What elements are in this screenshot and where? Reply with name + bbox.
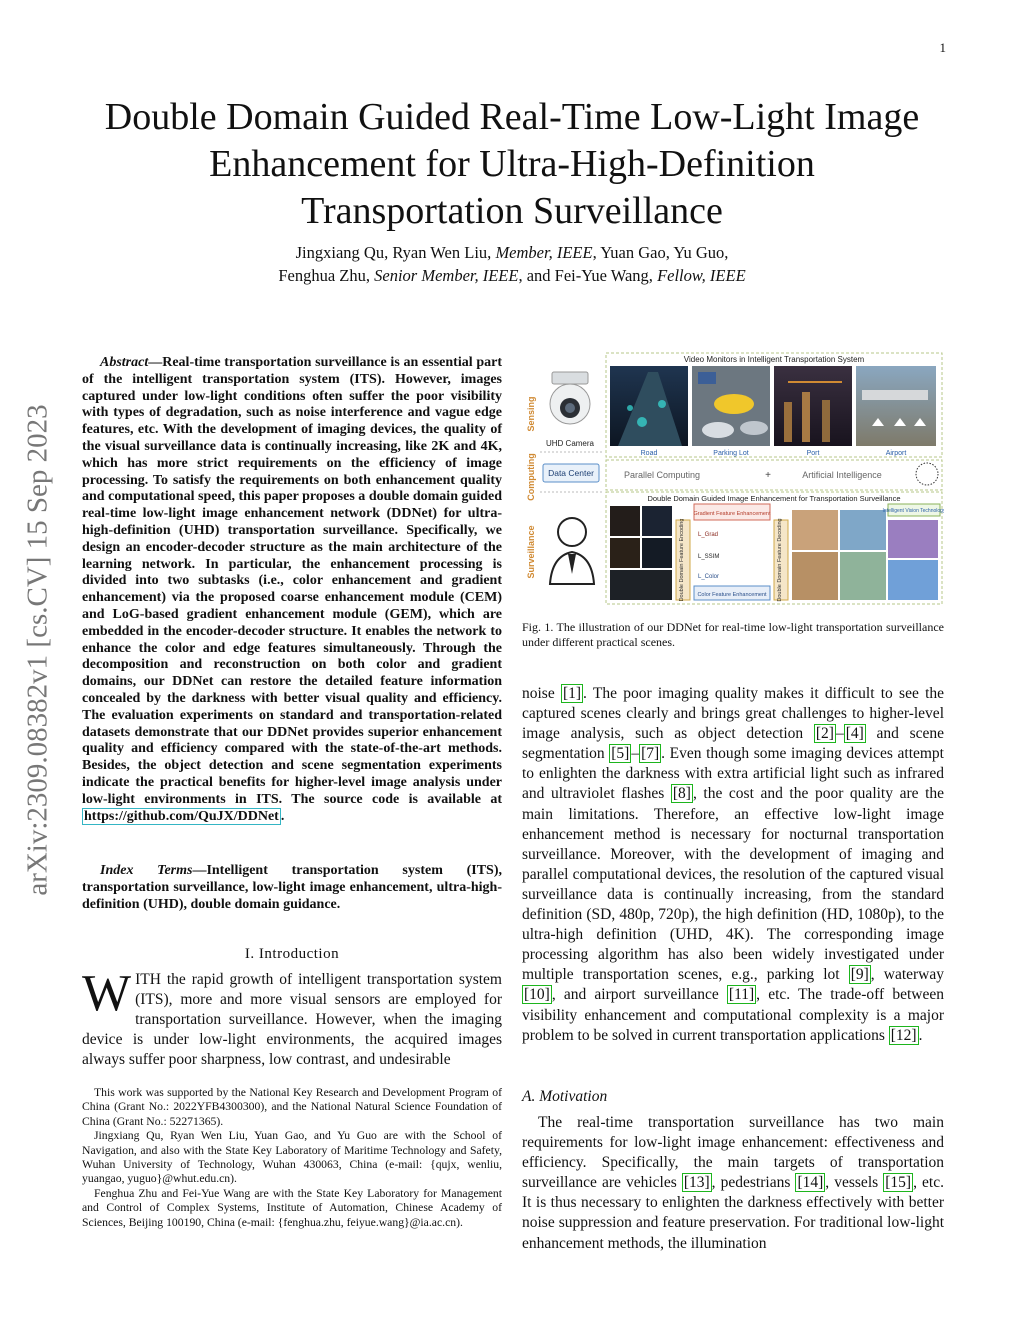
authors-role-senior: Senior Member, IEEE	[374, 266, 519, 285]
abstract-end: .	[280, 808, 285, 824]
p1-t2: . The poor imaging quality makes it difficult to see the captured scenes clearly and brings great challenges to higher-level image analysis, such as object detection	[522, 685, 944, 743]
authors-role-member: Member, IEEE	[495, 243, 593, 262]
ai-brain-icon	[916, 463, 938, 485]
enhanced-output-collage	[792, 510, 938, 600]
ref-13[interactable]: [13]	[683, 1174, 710, 1192]
ref-9[interactable]: [9]	[850, 966, 869, 984]
p1-t11: .	[918, 1026, 923, 1044]
p1-t3: –	[835, 725, 844, 743]
artificial-intelligence: Artificial Intelligence	[802, 470, 882, 480]
p1-t4: and scene segmentation	[522, 725, 944, 763]
uhd-camera-icon	[550, 372, 590, 424]
footnotes	[82, 1086, 502, 1230]
p1-t1: noise	[522, 685, 561, 702]
low-light-input-collage	[610, 506, 672, 600]
authors-line2-a: Fenghua Zhu,	[278, 266, 375, 285]
ddnet-title: Double Domain Guided Image Enhancement for Transportation Surveillance	[647, 494, 901, 503]
ref-1[interactable]: [1]	[562, 685, 582, 702]
author-list	[100, 241, 924, 287]
index-terms-text: —Intelligent transportation system (ITS), transportation surveillance, low-light image enhancement, ultra-high-definition (UHD), double domain guidance.	[82, 863, 502, 912]
dropcap: W	[82, 965, 132, 1022]
scene-label-parking: Parking Lot	[713, 450, 749, 457]
loss-color: L_Color	[698, 574, 720, 580]
figure-1	[522, 352, 944, 608]
abstract-label: Abstract	[100, 355, 149, 370]
m-t3: , vessels	[825, 1174, 884, 1192]
ref-15[interactable]: [15]	[885, 1174, 912, 1192]
gradient-feature-label: Gradient Feature Enhancement	[693, 511, 771, 517]
intro-text: ITH the rapid growth of intelligent transportation system (ITS), more and more visual sensors are employed for transportation surveillance. However, when the imaging device is under low-light environments, the acquired images always suffer poor sharpness, low contrast, and undesirable	[82, 971, 502, 1069]
index-terms-label: Index Terms	[100, 863, 193, 878]
ivt-label: Intelligent Vision Technology	[882, 508, 944, 514]
arxiv-stamp	[8, 350, 68, 950]
person-icon	[550, 518, 594, 584]
p1-t9: , and airport surveillance	[551, 986, 727, 1004]
encoding-label: Double Domain Feature Encoding	[679, 518, 685, 602]
authors-role-fellow: Fellow, IEEE	[657, 266, 746, 285]
scene-airport	[856, 366, 936, 446]
footnote-3: Fenghua Zhu and Fei-Yue Wang are with the State Key Laboratory for Management and Control of Complex Systems, Institute of Automation, Chinese Academy of Sciences, Beijing 100190, China (e-mail: {fenghua.zhu, feiyue.wang}@ia.ac.cn).	[82, 1186, 502, 1229]
abstract-text: —Real-time transportation surveillance is an essential part of the intelligent transportation system (ITS). However, images captured under low-light conditions often suffer the poor visibility with types of degradation, such as noise interference and vague edge features, etc. With the development of imaging devices, the quality of the visual surveillance data is continually increasing, like 2K and 4K, which has more strict requirements on the efficiency of image processing. To satisfy the requirements on both enhancement quality and computational speed, this paper proposes a double domain guided real-time low-light image enhancement network (DDNet) for ultra-high-definition (UHD) transportation surveillance. Specifically, we design an encoder-decoder structure as the main architecture of the learning network. In particular, the enhancement processing is divided into two subtasks (i.e., color enhancement and gradient enhancement) via the proposed coarse enhancement module (CEM) and LoG-based gradient enhancement module (GEM), which are embedded in the encoder-decoder structure. It enables the network to enhance the color and edge features simultaneously. Through the decomposition and reconstruction on both color and gradient domains, our DDNet can restore the detailed feature information concealed by the darkness with better visual quality and efficiency. The evaluation experiments on standard and transportation-related datasets demonstrate that our DDNet provides superior enhancement quality and efficiency compared with the state-of-the-art methods. Besides, the object detection and scene segmentation experiments indicate the practical benefits for higher-level image analysis under low-light environments in ITS. The source code is available at	[82, 355, 502, 807]
video-monitors-title: Video Monitors in Intelligent Transportation System	[683, 355, 865, 364]
intro-paragraph	[82, 965, 502, 1070]
data-center-label: Data Center	[548, 468, 594, 478]
m-t2: , pedestrians	[711, 1174, 796, 1192]
label-surveillance: Surveillance	[526, 525, 536, 579]
authors-line1-b: , Yuan Gao, Yu Guo,	[592, 243, 729, 262]
figure-caption: Fig. 1. The illustration of our DDNet for real-time low-light transportation surveillance under different practical scenes.	[522, 620, 944, 649]
ref-14[interactable]: [14]	[797, 1174, 824, 1192]
label-computing: Computing	[526, 453, 536, 501]
p1-t6: . Even though some imaging devices attempt to enlighten the darkness with extra artificial light such as infrared and ultraviolet flashes	[522, 745, 944, 803]
color-feature-label: Color Feature Enhancement	[697, 592, 767, 598]
abstract	[82, 355, 502, 825]
p1-t10: , etc. The trade-off between visibility enhancement and computational complexity is a major problem to be solved in current transportation applications	[522, 986, 944, 1044]
ref-2[interactable]: [2]	[815, 725, 834, 743]
ref-12[interactable]: [12]	[890, 1026, 917, 1044]
arxiv-stamp-text: arXiv:2309.08382v1 [cs.CV] 15 Sep 2023	[21, 404, 54, 896]
right-paragraph-1	[522, 684, 944, 1046]
paper-title: Double Domain Guided Real-Time Low-Light Image Enhancement for Ultra-High-Definition Transportation Surveillance	[104, 96, 920, 232]
scene-label-airport: Airport	[885, 450, 907, 457]
m-t4: , etc. It is thus necessary to enlighten the darkness effectively with better noise suppression and feature preservation. For traditional low-light enhancement methods, the illumination	[522, 1174, 944, 1252]
loss-grad: L_Grad	[698, 532, 719, 538]
footnote-1: This work was supported by the National Key Research and Development Program of China (Grant No.: 2022YFB4300300), and the National Natural Science Foundation of China (Grant No.: 52271365).	[82, 1086, 502, 1128]
scene-label-road: Road	[640, 450, 658, 457]
authors-line1-a: Jingxiang Qu, Ryan Wen Liu,	[295, 243, 496, 262]
scene-label-port: Port	[806, 450, 820, 457]
p1-t7: , the cost and the poor quality are the main limitations. Therefore, an effective low-light image enhancement method is necessary for nocturnal transportation surveillance. Moreover, with the development of imaging and parallel computational devices, the resolution of the captured visual surveillance data is continually increasing, from the standard definition (SD, 480p, 720p), the high definition (HD, 1080p), to the ultra-high definition (UHD, 4K). The corresponding image processing algorithm has also been widely investigated under multiple transportation scenes, e.g., parking lot	[522, 785, 945, 984]
subsection-heading-motivation: A. Motivation	[522, 1088, 608, 1105]
decoding-label: Double Domain Feature Decoding	[777, 518, 783, 602]
motivation-paragraph	[522, 1113, 944, 1254]
plus-sign: +	[765, 470, 771, 481]
ref-10[interactable]: [10]	[524, 986, 550, 1004]
m-t1: The real-time transportation surveillance has two main requirements for low-light image enhancement: effectiveness and efficiency. Specifically, the main targets of transportation surveillance are vehicles	[522, 1114, 944, 1192]
parallel-computing: Parallel Computing	[623, 470, 701, 480]
ref-7[interactable]: [7]	[641, 745, 660, 763]
ref-8[interactable]: [8]	[672, 785, 691, 803]
label-sensing: Sensing	[526, 396, 536, 432]
scene-parking-lot	[692, 366, 770, 446]
scene-port	[774, 366, 852, 446]
p1-t8: , waterway	[870, 966, 944, 984]
source-code-link[interactable]: https://github.com/QuJX/DDNet	[84, 808, 279, 824]
ref-11[interactable]: [11]	[728, 986, 755, 1004]
p1-t5: –	[631, 745, 640, 763]
ref-5[interactable]: [5]	[611, 745, 630, 763]
section-heading-introduction: I. Introduction	[244, 946, 340, 962]
page-number: 1	[939, 40, 946, 55]
scene-road	[610, 366, 688, 446]
figure-1-diagram	[522, 352, 944, 608]
ref-4[interactable]: [4]	[845, 725, 864, 743]
footnote-2: Jingxiang Qu, Ryan Wen Liu, Yuan Gao, and Yu Guo are with the School of Navigation, and also with the State Key Laboratory of Maritime Technology and Safety, Wuhan University of Technology, Wuhan 430063, China (e-mail: {qujx, wenliu, yuangao, yuguo}@whut.edu.cn).	[82, 1129, 502, 1186]
uhd-camera-label: UHD Camera	[545, 439, 595, 448]
loss-ssim: L_SSIM	[698, 554, 720, 560]
index-terms	[82, 863, 502, 913]
authors-line2-b: , and Fei-Yue Wang,	[518, 266, 658, 285]
